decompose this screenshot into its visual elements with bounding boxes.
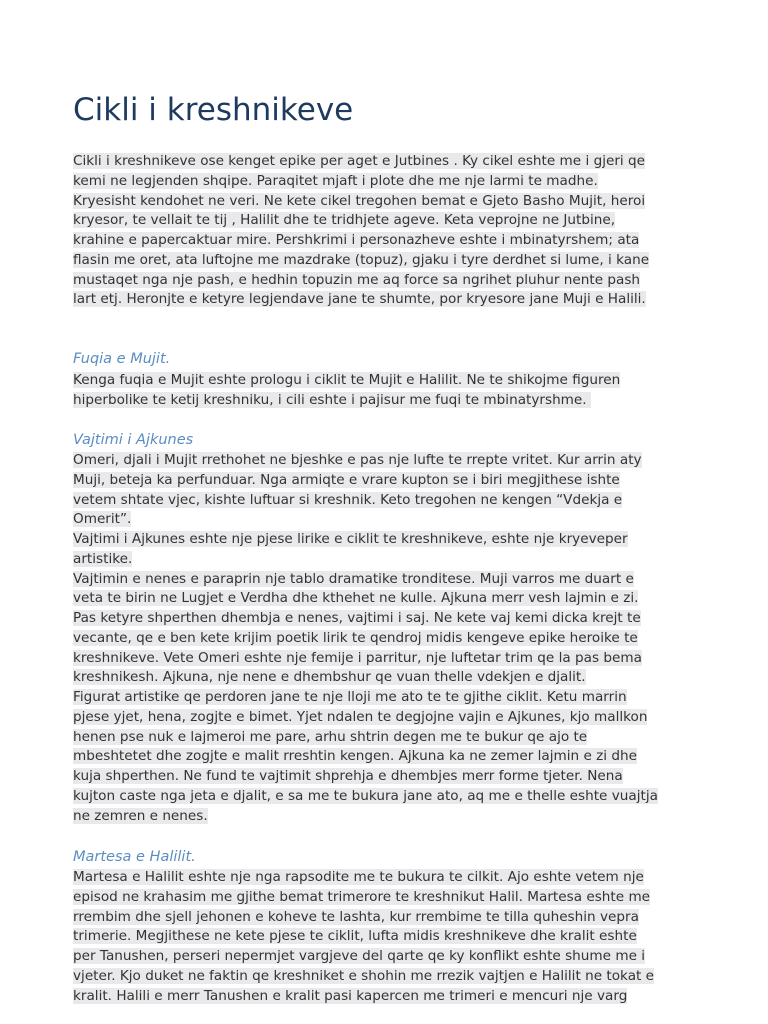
intro-paragraph xyxy=(73,152,703,310)
text-line: kuja shperthen. Ne fund te vajtimit shprehja e dhembjes merr forme tjeter. Nena xyxy=(73,768,623,784)
text-line: ne zemren e nenes. xyxy=(73,807,208,824)
text-line: Kryesisht kendohet ne veri. Ne kete cikel tregohen bemat e Gjeto Basho Mujit, heroi xyxy=(73,192,646,209)
text-line: mbeshtetet dhe zogjte e malit rreshtin kengen. Ajkuna ka ne zemer lajmin e zi dhe xyxy=(73,748,637,765)
text-line: Pas ketyre shperthen dhembja e nenes, vajtimi i saj. Ne kete vaj kemi dicka krejt te xyxy=(73,610,641,626)
text-line: Muji, beteja ka perfunduar. Nga armiqte e vrare kupton se i biri megjithese ishte xyxy=(73,471,620,488)
text-line: Omeri, djali i Mujit rrethohet ne bjeshke e pas nje lufte te rrepte vritet. Kur arrin aty xyxy=(73,452,642,468)
text-line: flasin me oret, ata luftojne me mazdrake (topuz), gjaku i tyre derdhet si lume, i kane xyxy=(73,251,650,268)
text-line: kreshnikeve. Vete Omeri eshte nje femije i parritur, nje luftetar trim qe la pas bema xyxy=(73,649,642,666)
text-line: lart etj. Heronjte e ketyre legjendave jane te shumte, por kryesore jane Muji e Halili. xyxy=(73,291,646,308)
text-line: kryesor, te vellait te tij , Halilit dhe te tridhjete ageve. Keta veprojne ne Jutbine, xyxy=(73,212,616,229)
text-line: kemi ne legjenden shqipe. Paraqitet mjaft i plote dhe me nje larmi te madhe. xyxy=(73,172,598,189)
section-heading-fuqia: Fuqia e Mujit. xyxy=(73,351,171,367)
text-line: kujton caste nga jeta e djalit, e sa me te bukura jane ato, aq me e thelle eshte vuajtja xyxy=(73,787,658,804)
text-line: Cikli i kreshnikeve ose kenget epike per aget e Jutbines . Ky cikel eshte me i gjeri qe xyxy=(73,153,646,169)
text-line: mustaqet nga nje pash, e hedhin topuzin me aq force sa ngrihet pluhur nente pash xyxy=(73,271,641,288)
text-line: vetem shtate vjec, kishte luftuar si kreshnik. Keto tregohen ne kengen “Vdekja e xyxy=(73,491,623,508)
text-line: Kenga fuqia e Mujit eshte prologu i ciklit te Mujit e Halilit. Ne te shikojme figuren xyxy=(73,372,621,388)
text-line: per Tanushen, perseri nepermjet vargjeve del qarte qe ky konflikt eshte shume me i xyxy=(73,948,646,964)
section-paragraph-fuqia xyxy=(73,371,703,411)
text-line: pjese yjet, hena, zogjte e bimet. Yjet ndalen te degjojne vajin e Ajkunes, kjo mallkon xyxy=(73,708,648,725)
text-line: kralit. Halili e merr Tanushen e kralit pasi kapercen me trimeri e mencuri nje varg xyxy=(73,987,628,1004)
text-line: trimerie. Megjithese ne kete pjese te ciklit, lufta midis kreshnikeve dhe kralit eshte xyxy=(73,928,637,945)
text-line: Omerit”. xyxy=(73,511,132,528)
text-line: kreshnikesh. Ajkuna, nje nene e dhembshur qe vuan thelle vdekjen e djalit. xyxy=(73,669,586,686)
section-heading-vajtimi: Vajtimi i Ajkunes xyxy=(73,432,194,448)
text-line: Vajtimin e nenes e paraprin nje tablo dramatike tronditese. Muji varros me duart e xyxy=(73,570,634,587)
section-paragraph-vajtimi xyxy=(73,451,703,826)
section-heading-martesa: Martesa e Halilit. xyxy=(73,849,196,865)
text-line: vjeter. Kjo duket ne faktin qe kreshniket e shohin me rrezik vajtjen e Halilit ne tokat e xyxy=(73,967,655,984)
page-title: Cikli i kreshnikeve xyxy=(73,92,354,128)
text-line: veta te birin ne Lugjet e Verdha dhe kthehet ne kulle. Ajkuna merr vesh lajmin e zi. xyxy=(73,590,639,607)
text-line: krahine e papercaktuar mire. Pershkrimi i personazheve eshte i mbinatyrshem; ata xyxy=(73,232,640,248)
text-line: henen pse nuk e lajmeroi me pare, arhu shtrin degen me te bukur qe ajo te xyxy=(73,728,588,745)
text-line: Figurat artistike qe perdoren jane te nje lloji me ato te te gjithe ciklit. Ketu marrin xyxy=(73,689,627,705)
text-line: rrembim dhe sjell jehonen e koheve te lashta, kur rrembime te tilla quheshin vepra xyxy=(73,908,639,925)
text-line: Vajtimi i Ajkunes eshte nje pjese lirike e ciklit te kreshnikeve, eshte nje kryeveper xyxy=(73,531,628,547)
text-line: vecante, qe e ben kete krijim poetik lirik te qendroj midis kengeve epike heroike te xyxy=(73,629,638,646)
text-line: episod ne krahasim me gjithe bemat trimerore te kreshnikut Halil. Martesa eshte me xyxy=(73,888,651,905)
text-line: Martesa e Halilit eshte nje nga rapsodite me te bukura te cilkit. Ajo eshte vetem nje xyxy=(73,869,644,885)
text-line: artistike. xyxy=(73,550,133,567)
text-line: hiperbolike te ketij kreshniku, i cili eshte i pajisur me fuqi te mbinatyrshme. xyxy=(73,391,591,408)
section-paragraph-martesa xyxy=(73,868,703,1006)
